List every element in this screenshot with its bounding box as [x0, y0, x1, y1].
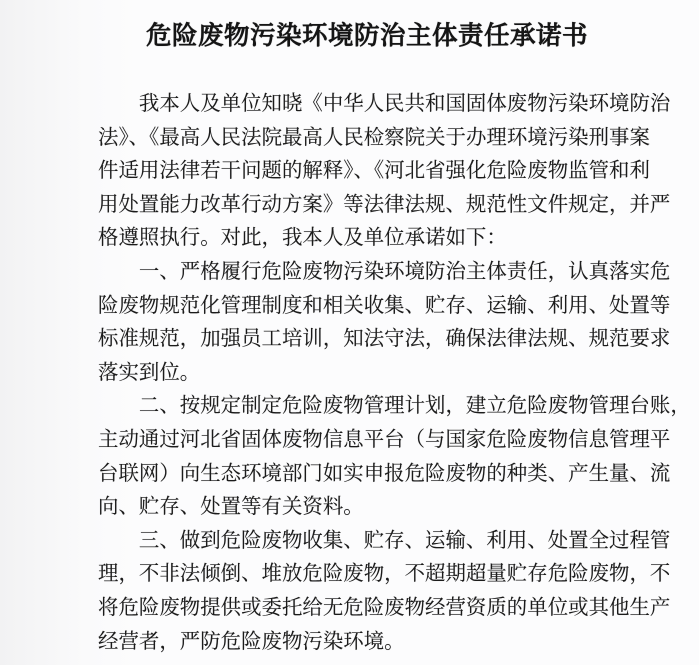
text-line: 险废物规范化管理制度和相关收集、贮存、运输、利用、处置等: [98, 294, 671, 317]
paragraph-intro: [98, 88, 699, 256]
text-line: 理，不非法倾倒、堆放危险废物，不超期超量贮存危险废物，不: [98, 563, 671, 586]
text-line: 二、按规定制定危险废物管理计划，建立危险废物管理台账，: [98, 395, 691, 418]
text-line: 台联网）向生态环境部门如实申报危险废物的种类、产生量、流: [98, 462, 671, 485]
text-line: 标准规范，加强员工培训，知法守法，确保法律法规、规范要求: [98, 328, 671, 351]
text-line: 将危险废物提供或委托给无危险废物经营资质的单位或其他生产: [98, 596, 671, 619]
text-line: 法》、《最高人民法院最高人民检察院关于办理环境污染刑事案: [98, 126, 650, 149]
text-line: 经营者，严防危险废物污染环境。: [98, 630, 405, 653]
text-line: 落实到位。: [98, 361, 201, 384]
text-line: 格遵照执行。对此，我本人及单位承诺如下：: [98, 227, 507, 250]
text-line: 向、贮存、处置等有关资料。: [98, 496, 364, 519]
text-line: 我本人及单位知晓《中华人民共和国固体废物污染环境防治: [98, 93, 671, 115]
text-line: 主动通过河北省固体废物信息平台（与国家危险废物信息管理平: [98, 428, 671, 451]
paragraph-item-2: [98, 390, 699, 524]
document-title: 危险废物污染环境防治主体责任承诺书: [145, 21, 588, 50]
text-line: 件适用法律若干问题的解释》、《河北省强化危险废物监管和利: [98, 160, 650, 183]
text-line: 三、做到危险废物收集、贮存、运输、利用、处置全过程管: [98, 529, 671, 552]
paragraph-item-1: [98, 256, 699, 390]
text-line: 用处置能力改革行动方案》等法律法规、规范性文件规定，并严: [98, 193, 671, 216]
document-body: [0, 88, 699, 659]
paragraph-item-3: [98, 525, 699, 659]
text-line: 一、严格履行危险废物污染环境防治主体责任，认真落实危: [98, 260, 671, 283]
